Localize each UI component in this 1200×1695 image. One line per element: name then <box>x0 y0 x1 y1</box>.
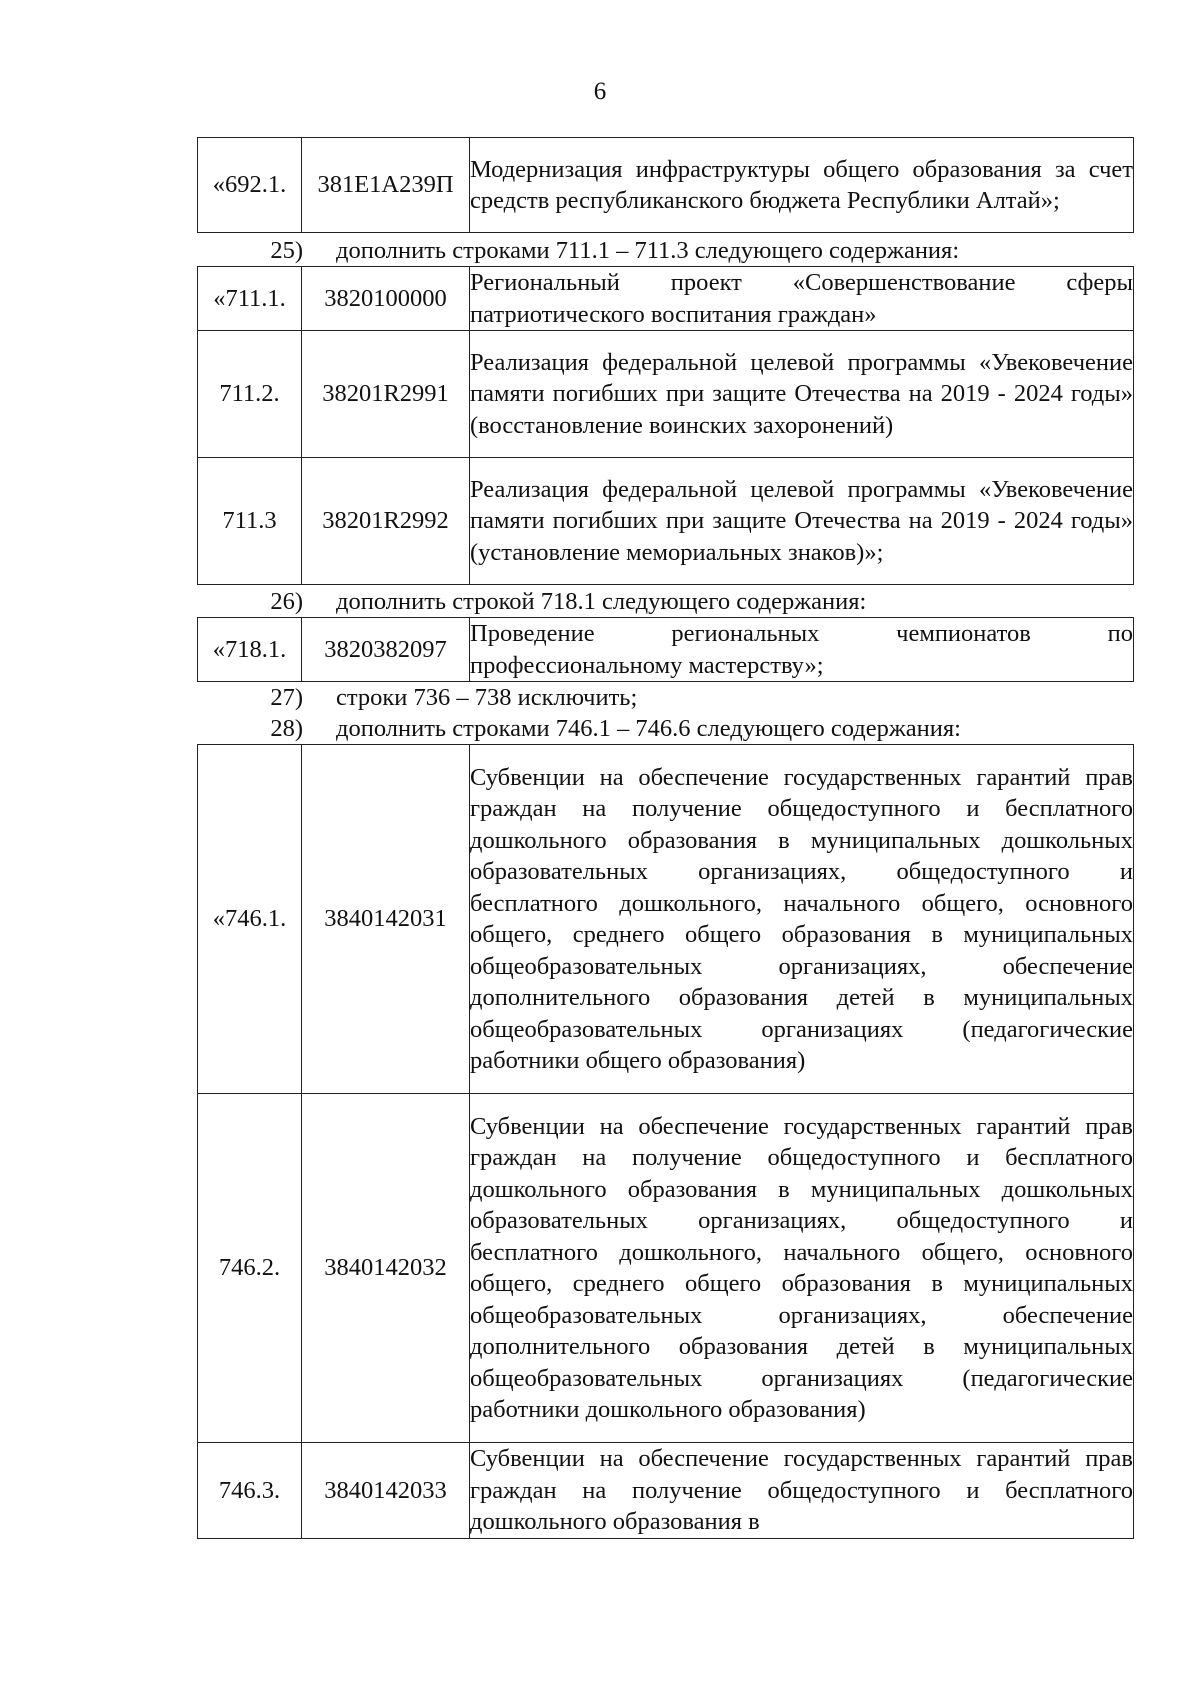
table-row <box>198 1094 1134 1443</box>
table-746-block <box>197 744 1134 1539</box>
table-row <box>198 331 1134 458</box>
table-711-block <box>197 266 1134 585</box>
row-code: 3820382097 <box>302 618 470 682</box>
row-description: Субвенции на обеспечение государственных гарантий прав граждан на получение общедоступного и бесплатного дошкольного образования в муниципальных дошкольных образовательных организациях, общедоступного и бесплатного дошкольного, начального общего, основного общего, среднего общего образования в муниципальных общеобразовательных организациях, обеспечение дополнительного образования детей в муниципальных общеобразовательных организациях (педагогические работники дошкольного образования) <box>470 1094 1134 1443</box>
row-number: 711.2. <box>198 331 302 458</box>
row-number: «692.1. <box>198 138 302 233</box>
instruction-text: строки 736 – 738 исключить; <box>336 684 638 711</box>
table-row-692-1-block <box>197 137 1134 233</box>
row-number: 746.3. <box>198 1443 302 1539</box>
row-description: Модернизация инфраструктуры общего образования за счет средств республиканского бюджета Республики Алтай»; <box>470 138 1134 233</box>
instruction-26 <box>197 586 1134 617</box>
row-code: 3840142033 <box>302 1443 470 1539</box>
row-number: «718.1. <box>198 618 302 682</box>
instruction-28 <box>197 713 1134 744</box>
row-code: 3820100000 <box>302 267 470 331</box>
row-description: Реализация федеральной целевой программы «Увековечение памяти погибших при защите Отечества на 2019 - 2024 годы» (установление мемориальных знаков)»; <box>470 458 1134 585</box>
page-number: 6 <box>593 78 607 105</box>
row-number: 711.3 <box>198 458 302 585</box>
instruction-number: 25) <box>270 237 303 264</box>
row-number: «711.1. <box>198 267 302 331</box>
instruction-25 <box>197 235 1134 266</box>
table-row <box>198 138 1134 233</box>
amendment-table-711 <box>197 266 1134 585</box>
table-row <box>198 745 1134 1094</box>
row-description: Реализация федеральной целевой программы «Увековечение памяти погибших при защите Отечества на 2019 - 2024 годы» (восстановление воинских захоронений) <box>470 331 1134 458</box>
instruction-number: 27) <box>270 684 303 711</box>
row-code: 3840142031 <box>302 745 470 1094</box>
table-row <box>198 618 1134 682</box>
amendment-table-718 <box>197 617 1134 682</box>
amendment-table-692 <box>197 137 1134 233</box>
row-code: 38201R2992 <box>302 458 470 585</box>
table-row <box>198 458 1134 585</box>
amendment-table-746 <box>197 744 1134 1539</box>
row-description: Субвенции на обеспечение государственных гарантий прав граждан на получение общедоступного и бесплатного дошкольного образования в <box>470 1443 1134 1539</box>
row-description: Региональный проект «Совершенствование сферы патриотического воспитания граждан» <box>470 267 1134 331</box>
instruction-text: дополнить строками 711.1 – 711.3 следующего содержания: <box>336 237 960 264</box>
table-row <box>198 267 1134 331</box>
row-description: Субвенции на обеспечение государственных гарантий прав граждан на получение общедоступного и бесплатного дошкольного образования в муниципальных дошкольных образовательных организациях, общедоступного и бесплатного дошкольного, начального общего, основного общего, среднего общего образования в муниципальных общеобразовательных организациях, обеспечение дополнительного образования детей в муниципальных общеобразовательных организациях (педагогические работники общего образования) <box>470 745 1134 1094</box>
row-code: 3840142032 <box>302 1094 470 1443</box>
instruction-text: дополнить строками 746.1 – 746.6 следующего содержания: <box>336 715 961 742</box>
row-number: «746.1. <box>198 745 302 1094</box>
table-718-block <box>197 617 1134 682</box>
row-description: Проведение региональных чемпионатов по профессиональному мастерству»; <box>470 618 1134 682</box>
instruction-27 <box>197 682 1134 713</box>
instruction-text: дополнить строкой 718.1 следующего содержания: <box>336 588 867 615</box>
row-number: 746.2. <box>198 1094 302 1443</box>
instruction-number: 28) <box>270 715 303 742</box>
row-code: 381E1A239П <box>302 138 470 233</box>
row-code: 38201R2991 <box>302 331 470 458</box>
table-row <box>198 1443 1134 1539</box>
instruction-number: 26) <box>270 588 303 615</box>
